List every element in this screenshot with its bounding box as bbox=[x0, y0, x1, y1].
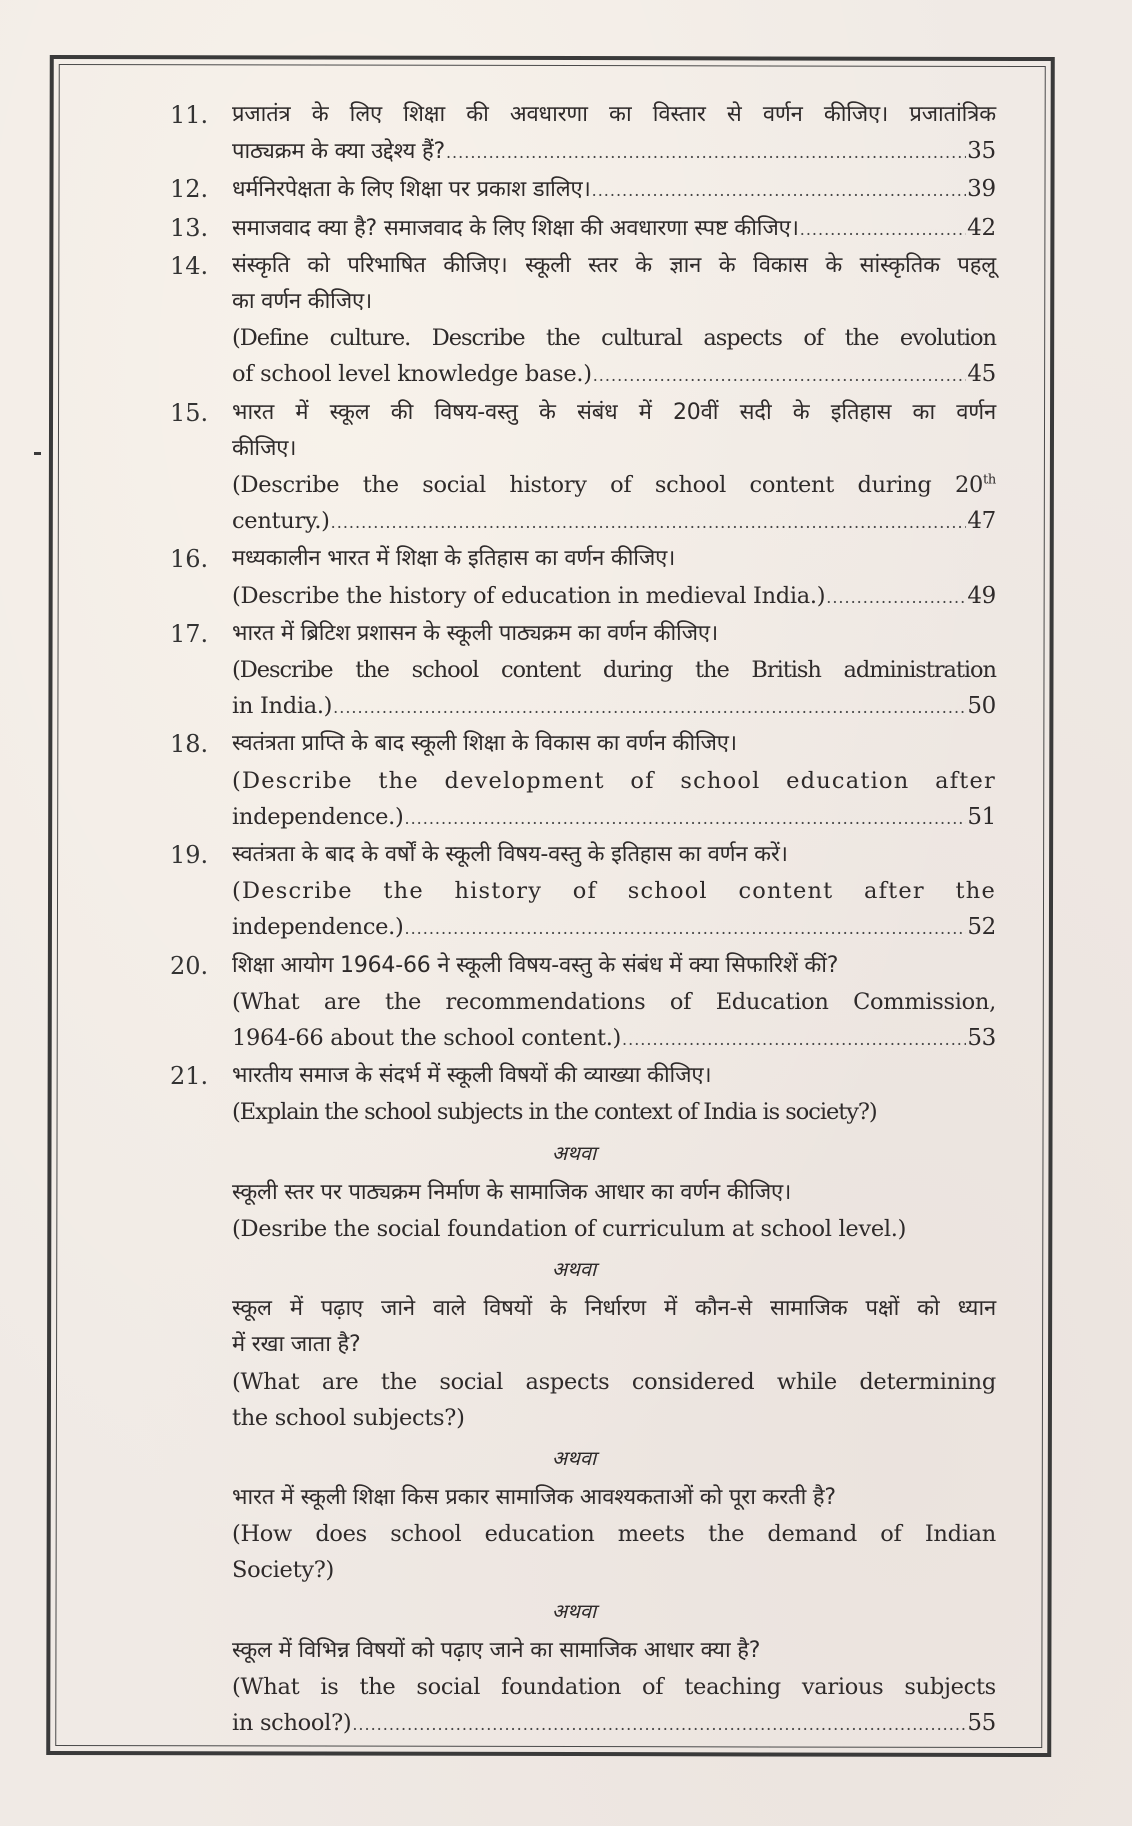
english-line bbox=[232, 320, 996, 356]
line-text: independence.) bbox=[232, 803, 404, 830]
word: इतिहास bbox=[830, 399, 892, 425]
toc-entry bbox=[170, 97, 996, 171]
toc-line-with-page bbox=[232, 688, 996, 726]
word: are bbox=[323, 988, 361, 1015]
word: के bbox=[550, 1296, 567, 1322]
line-text: भारतीय समाज के संदर्भ में स्कूली विषयों की व्याख्या कीजिए। bbox=[232, 1063, 712, 1089]
line-text: पाठ्यक्रम के क्या उद्देश्य हैं? bbox=[232, 139, 445, 165]
word: of bbox=[642, 1673, 664, 1700]
toc-line-with-page bbox=[232, 578, 996, 616]
word: the bbox=[359, 1673, 396, 1700]
word: content bbox=[749, 472, 834, 499]
hindi-line bbox=[232, 541, 996, 577]
word: संस्कृति bbox=[232, 252, 290, 278]
word: को bbox=[307, 252, 330, 278]
word: अवधारणा bbox=[509, 102, 588, 127]
page-number[interactable]: 42 bbox=[967, 214, 996, 241]
word: सामाजिक bbox=[769, 1296, 848, 1322]
word: during bbox=[857, 472, 932, 499]
superscript: th bbox=[982, 472, 996, 488]
word: सदी bbox=[739, 399, 772, 425]
toc-entry bbox=[170, 948, 996, 1059]
word: (What bbox=[232, 1673, 300, 1700]
entry-number: 20. bbox=[170, 951, 209, 980]
word: after bbox=[864, 878, 925, 905]
word: social bbox=[422, 472, 486, 499]
word: 20वीं bbox=[672, 399, 719, 425]
word: के bbox=[311, 102, 329, 127]
word: the bbox=[362, 472, 399, 499]
word: पढ़ाए bbox=[320, 1296, 363, 1322]
line-text: कीजिए। bbox=[232, 435, 297, 461]
entry-body bbox=[232, 248, 996, 395]
toc-entry bbox=[170, 1058, 996, 1743]
word: (What bbox=[232, 988, 300, 1015]
line-text: का वर्णन कीजिए। bbox=[232, 289, 373, 315]
word: meets bbox=[617, 1521, 685, 1548]
entry-number: 21. bbox=[170, 1062, 209, 1091]
or-separator: अथवा bbox=[551, 1445, 597, 1470]
line-text: (Describe the history of education in medieval India.) bbox=[232, 582, 826, 609]
word: स्तर bbox=[588, 252, 618, 278]
line-text: century.) bbox=[232, 508, 330, 535]
word: के bbox=[635, 252, 652, 278]
hindi-line bbox=[232, 1291, 996, 1327]
word: the bbox=[545, 325, 580, 352]
word: से bbox=[726, 102, 742, 127]
entry-number: 15. bbox=[170, 398, 209, 427]
word: प्रजातांत्रिक bbox=[909, 102, 996, 127]
line-text: मध्यकालीन भारत में शिक्षा के इतिहास का वर्णन कीजिए। bbox=[232, 546, 676, 572]
word: during bbox=[602, 657, 673, 684]
line-text: the school subjects?) bbox=[232, 1404, 465, 1431]
line-text: में रखा जाता है? bbox=[232, 1332, 361, 1358]
page-number[interactable]: 39 bbox=[967, 176, 996, 203]
word: के bbox=[792, 399, 810, 425]
line-text: स्कूली स्तर पर पाठ्यक्रम निर्माण के सामाजिक आधार का वर्णन कीजिए। bbox=[232, 1179, 792, 1205]
english-line bbox=[232, 1094, 996, 1130]
hindi-line bbox=[232, 395, 996, 431]
toc-entry bbox=[170, 837, 996, 948]
word: का bbox=[912, 399, 935, 425]
word: में bbox=[664, 1296, 678, 1322]
word: education bbox=[484, 1521, 595, 1548]
entry-body bbox=[232, 97, 996, 171]
entry-number: 12. bbox=[170, 175, 209, 204]
english-line bbox=[232, 984, 996, 1020]
word: while bbox=[776, 1368, 837, 1395]
word: history bbox=[454, 878, 543, 905]
toc-line-with-page bbox=[232, 909, 996, 947]
word: पक्षों bbox=[865, 1296, 900, 1322]
entry-number: 17. bbox=[170, 619, 209, 648]
dot-leader bbox=[404, 911, 966, 947]
word: (Describe bbox=[232, 472, 340, 499]
english-line bbox=[232, 1400, 996, 1436]
line-text: in school?) bbox=[232, 1709, 352, 1736]
word: the bbox=[955, 878, 996, 905]
toc-line-with-page bbox=[232, 1705, 996, 1743]
page-number[interactable]: 49 bbox=[967, 582, 996, 609]
word: परिभाषित bbox=[347, 252, 426, 278]
entry-body bbox=[232, 948, 996, 1059]
dot-leader bbox=[404, 801, 966, 837]
entry-number: 19. bbox=[170, 841, 209, 870]
word: के bbox=[825, 252, 843, 278]
word: demand bbox=[767, 1521, 857, 1548]
word: foundation bbox=[501, 1673, 622, 1700]
word: of bbox=[572, 878, 598, 905]
or-separator: अथवा bbox=[551, 1598, 597, 1623]
word: of bbox=[880, 1521, 902, 1548]
dot-leader bbox=[622, 1022, 966, 1058]
toc-entry bbox=[170, 210, 996, 248]
dot-leader bbox=[352, 1707, 966, 1743]
word: the bbox=[378, 767, 419, 794]
page-number[interactable]: 52 bbox=[967, 914, 996, 941]
word: में bbox=[295, 399, 309, 425]
line-text: धर्मनिरपेक्षता के लिए शिक्षा पर प्रकाश डालिए। bbox=[232, 177, 591, 203]
entry-body bbox=[232, 395, 996, 542]
word: ध्यान bbox=[957, 1296, 996, 1322]
line-text: भारत में ब्रिटिश प्रशासन के स्कूली पाठ्यक्रम का वर्णन कीजिए। bbox=[232, 620, 718, 646]
toc-entry bbox=[170, 541, 996, 615]
hindi-line bbox=[232, 1633, 996, 1669]
word: is bbox=[320, 1673, 339, 1700]
word: the bbox=[383, 878, 424, 905]
hindi-line bbox=[232, 616, 996, 652]
word: various bbox=[801, 1673, 884, 1700]
toc-line-with-page bbox=[232, 356, 996, 394]
word: (What bbox=[232, 1368, 300, 1395]
entry-body bbox=[232, 616, 996, 727]
word: school bbox=[390, 1521, 462, 1548]
hindi-line bbox=[232, 1175, 996, 1211]
word: social bbox=[416, 1673, 481, 1700]
word: the bbox=[385, 988, 421, 1015]
word: कीजिए। bbox=[443, 252, 508, 278]
word: में bbox=[289, 1296, 303, 1322]
word: cultural bbox=[601, 325, 682, 352]
entry-number: 16. bbox=[170, 545, 209, 574]
word: स्कूल bbox=[232, 1296, 272, 1322]
word: कीजिए। bbox=[823, 102, 889, 127]
page-number[interactable]: 55 bbox=[967, 1709, 996, 1736]
word: में bbox=[638, 399, 652, 425]
english-line bbox=[232, 1211, 996, 1247]
hindi-line bbox=[232, 1480, 996, 1516]
english-line bbox=[232, 652, 996, 688]
word: निर्धारण bbox=[584, 1296, 646, 1322]
word: वर्णन bbox=[762, 102, 803, 127]
page-number[interactable]: 35 bbox=[967, 138, 996, 165]
english-line bbox=[232, 467, 996, 503]
word: considered bbox=[631, 1368, 755, 1395]
english-line bbox=[232, 1516, 996, 1552]
toc-line-with-page bbox=[232, 799, 996, 837]
toc-entry bbox=[170, 726, 996, 837]
word: (How bbox=[232, 1521, 293, 1548]
word: the bbox=[695, 657, 729, 684]
word: को bbox=[917, 1296, 940, 1322]
line-text: (Desribe the social foundation of curriculum at school level.) bbox=[232, 1215, 907, 1242]
english-line bbox=[232, 1552, 996, 1588]
dot-leader bbox=[592, 173, 967, 209]
word: are bbox=[321, 1368, 359, 1395]
margin-mark bbox=[34, 452, 41, 455]
entry-number: 18. bbox=[170, 730, 209, 759]
toc-line-with-page bbox=[232, 133, 996, 171]
word: Commission, bbox=[853, 988, 996, 1015]
line-text: स्कूल में विभिन्न विषयों को पढ़ाए जाने का सामाजिक आधार क्या है? bbox=[232, 1637, 761, 1663]
hindi-line bbox=[232, 726, 996, 762]
word: the bbox=[380, 1368, 417, 1395]
word: the bbox=[844, 325, 879, 352]
toc-line-with-page bbox=[232, 210, 996, 248]
word: after bbox=[935, 767, 996, 794]
entry-body bbox=[232, 171, 996, 209]
word: का bbox=[609, 102, 632, 127]
hindi-line bbox=[232, 284, 996, 320]
line-text: in India.) bbox=[232, 693, 333, 720]
english-line bbox=[232, 873, 996, 909]
word: स्कूल bbox=[329, 399, 370, 425]
entry-number: 13. bbox=[170, 213, 209, 242]
entry-body bbox=[232, 837, 996, 948]
line-text: independence.) bbox=[232, 914, 404, 941]
toc-line-with-page bbox=[232, 1020, 996, 1058]
page-number[interactable]: 45 bbox=[967, 361, 996, 388]
word: के bbox=[539, 399, 556, 425]
word: aspects bbox=[525, 1368, 610, 1395]
entry-body bbox=[232, 210, 996, 248]
toc-entry bbox=[170, 171, 996, 209]
line-text: समाजवाद क्या है? समाजवाद के लिए शिक्षा की अवधारणा स्पष्ट कीजिए। bbox=[232, 215, 799, 241]
word: (Describe bbox=[232, 657, 333, 684]
line-text: (Explain the school subjects in the context of India is society?) bbox=[232, 1099, 877, 1126]
english-line bbox=[232, 1364, 996, 1400]
word: school bbox=[411, 657, 479, 684]
dot-leader bbox=[826, 580, 966, 616]
word: संबंध bbox=[577, 399, 618, 425]
table-of-contents bbox=[170, 97, 996, 1743]
word: वर्णन bbox=[956, 399, 996, 425]
hindi-line bbox=[232, 431, 996, 467]
word: the bbox=[355, 657, 389, 684]
word: social bbox=[439, 1368, 504, 1395]
word: content bbox=[500, 657, 581, 684]
word: Indian bbox=[924, 1521, 996, 1548]
hindi-line bbox=[232, 837, 996, 873]
word: of bbox=[669, 988, 692, 1015]
word: ज्ञान bbox=[669, 252, 702, 278]
word: विकास bbox=[753, 252, 808, 278]
english-line bbox=[232, 1669, 996, 1705]
word: स्कूली bbox=[525, 252, 571, 278]
word: पहलू bbox=[957, 252, 996, 278]
word: recommendations bbox=[445, 988, 646, 1015]
toc-entry bbox=[170, 616, 996, 727]
toc-entry bbox=[170, 395, 996, 542]
word: वाले bbox=[432, 1296, 466, 1322]
word: of bbox=[610, 472, 632, 499]
word: education bbox=[786, 767, 910, 794]
word: विषय-वस्तु bbox=[434, 399, 518, 425]
word: (Describe bbox=[232, 767, 353, 794]
page-number[interactable]: 47 bbox=[967, 508, 996, 535]
line-text: of school level knowledge base.) bbox=[232, 361, 592, 388]
word: development bbox=[444, 767, 605, 794]
or-separator: अथवा bbox=[551, 1257, 597, 1282]
word: भारत bbox=[232, 399, 275, 425]
word: लिए bbox=[349, 102, 383, 127]
dot-leader bbox=[331, 505, 967, 541]
hindi-line bbox=[232, 1058, 996, 1094]
toc-line-with-page bbox=[232, 171, 996, 209]
word: (Describe bbox=[232, 878, 353, 905]
word: Education bbox=[715, 988, 829, 1015]
word: 20th bbox=[954, 472, 996, 499]
word: जाने bbox=[381, 1296, 415, 1322]
hindi-line bbox=[232, 248, 996, 284]
word: determining bbox=[859, 1368, 996, 1395]
entry-body bbox=[232, 541, 996, 615]
dot-leader bbox=[800, 212, 966, 248]
word: school bbox=[680, 767, 761, 794]
word: school bbox=[627, 878, 708, 905]
line-text: 1964-66 about the school content.) bbox=[232, 1025, 622, 1052]
word: की bbox=[390, 399, 414, 425]
line-text: भारत में स्कूली शिक्षा किस प्रकार सामाजिक आवश्यकताओं को पूरा करती है? bbox=[232, 1484, 836, 1510]
word: administration bbox=[843, 657, 996, 684]
page-number[interactable]: 50 bbox=[967, 693, 996, 720]
hindi-line bbox=[232, 948, 996, 984]
dot-leader bbox=[333, 690, 966, 726]
entry-body bbox=[232, 726, 996, 837]
word: does bbox=[315, 1521, 367, 1548]
or-separator: अथवा bbox=[551, 1140, 597, 1165]
word: of bbox=[803, 325, 824, 352]
word: school bbox=[654, 472, 727, 499]
page-number[interactable]: 53 bbox=[967, 1025, 996, 1052]
word: aspects bbox=[703, 325, 782, 352]
line-text: Society?) bbox=[232, 1557, 334, 1584]
word: subjects bbox=[904, 1673, 996, 1700]
entry-number: 11. bbox=[170, 101, 209, 129]
line-text: शिक्षा आयोग 1964-66 ने स्कूली विषय-वस्तु के संबंध में क्या सिफारिशें कीं? bbox=[232, 952, 839, 978]
word: Describe bbox=[431, 325, 525, 352]
entry-body bbox=[232, 1058, 996, 1743]
word: teaching bbox=[684, 1673, 781, 1700]
dot-leader bbox=[446, 135, 966, 171]
word: के bbox=[718, 252, 736, 278]
hindi-line bbox=[232, 1327, 996, 1363]
page-number[interactable]: 51 bbox=[967, 803, 996, 830]
english-line bbox=[232, 763, 996, 799]
word: culture. bbox=[329, 325, 411, 352]
word: the bbox=[708, 1521, 745, 1548]
word: British bbox=[751, 657, 821, 684]
word: कौन-से bbox=[695, 1296, 752, 1322]
word: विस्तार bbox=[652, 102, 706, 127]
word: सांस्कृतिक bbox=[859, 252, 940, 278]
toc-entry bbox=[170, 248, 996, 395]
toc-line-with-page bbox=[232, 503, 996, 541]
word: content bbox=[738, 878, 834, 905]
word: विषयों bbox=[483, 1296, 532, 1322]
word: (Define bbox=[232, 325, 309, 352]
word: की bbox=[466, 102, 489, 127]
word: evolution bbox=[899, 325, 996, 352]
hindi-line bbox=[232, 97, 996, 133]
word: of bbox=[630, 767, 655, 794]
entry-number: 14. bbox=[170, 251, 209, 280]
word: history bbox=[509, 472, 587, 499]
line-text: स्वतंत्रता के बाद के वर्षों के स्कूली विषय-वस्तु के इतिहास का वर्णन करें। bbox=[232, 842, 788, 868]
word: शिक्षा bbox=[403, 102, 446, 127]
word: प्रजातंत्र bbox=[232, 102, 291, 127]
dot-leader bbox=[593, 358, 967, 394]
line-text: स्वतंत्रता प्राप्ति के बाद स्कूली शिक्षा के विकास का वर्णन कीजिए। bbox=[232, 731, 737, 757]
